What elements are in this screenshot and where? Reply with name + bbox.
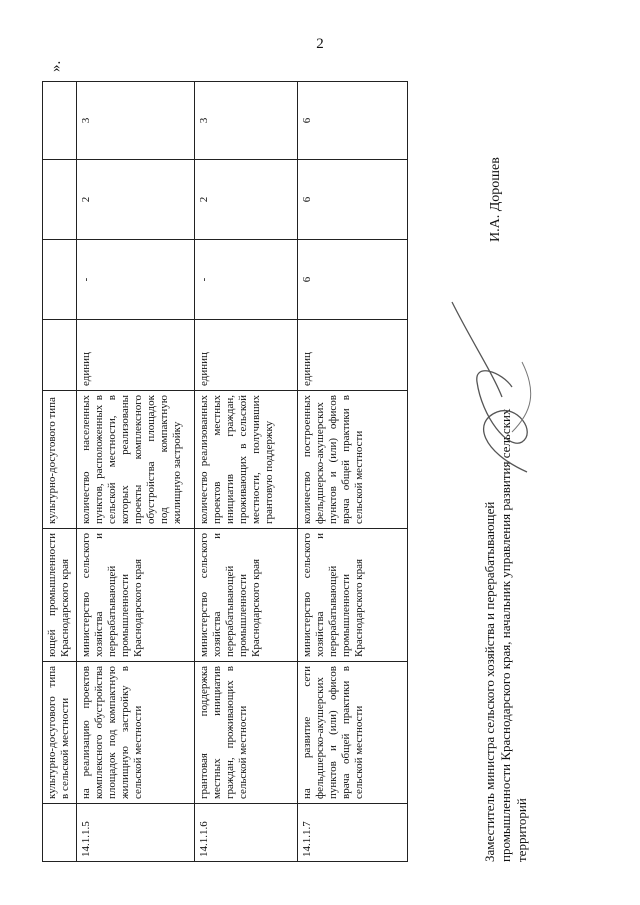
cell-indicator: культурно-досугового типа	[43, 391, 77, 529]
cell-executor: министерство сельского хозяйства и перерабатывающей промышленности Краснодарского края	[77, 529, 195, 662]
cell-value-3: 3	[77, 82, 195, 160]
cell-indicator: количество построенных фельдшерско-акушерских пунктов и (или) офисов врача общей практики в сельской местности	[298, 391, 408, 529]
cell-executor: министерство сельского хозяйства и перерабатывающей промышленности Краснодарского края	[195, 529, 298, 662]
cell-num	[43, 804, 77, 862]
closing-quote: ».	[48, 60, 64, 72]
cell-value-3: 6	[298, 82, 408, 160]
table-row	[195, 82, 298, 862]
cell-value-1: 6	[298, 240, 408, 320]
cell-event: на реализацию проектов комплексного обустройства площадок под компактную жилищную застройку в сельской местности	[77, 662, 195, 804]
cell-value-2: 6	[298, 160, 408, 240]
cell-num: 14.1.1.6	[195, 804, 298, 862]
cell-value-2	[43, 160, 77, 240]
cell-value-3: 3	[195, 82, 298, 160]
cell-unit: единиц	[195, 320, 298, 391]
cell-unit	[43, 320, 77, 391]
cell-num: 14.1.1.5	[77, 804, 195, 862]
page-number: 2	[316, 36, 324, 52]
cell-value-2: 2	[195, 160, 298, 240]
signer-title: Заместитель министра сельского хозяйства и перерабатывающей промышленности Краснодарского края, начальник управления развития сельских территорий	[482, 408, 529, 862]
signature-block	[482, 82, 552, 862]
cell-event: на развитие сети фельдшерско-акушерских пунктов и (или) офисов врача общей практики в сельской местности	[298, 662, 408, 804]
cell-value-1	[43, 240, 77, 320]
cell-value-1: -	[77, 240, 195, 320]
cell-unit: единиц	[298, 320, 408, 391]
handwritten-signature	[442, 292, 562, 492]
table-row	[43, 82, 77, 862]
rotated-content	[42, 60, 562, 862]
cell-indicator: количество населенных пунктов, расположенных в сельской местности, в которых реализованы проекты комплексного обустройства площадок под компактную жилищную застройку	[77, 391, 195, 529]
signer-name: И.А. Дорошев	[488, 157, 503, 242]
cell-executor: министерство сельского хозяйства и перерабатывающей промышленности Краснодарского края	[298, 529, 408, 662]
table-row	[298, 82, 408, 862]
cell-value-1: -	[195, 240, 298, 320]
cell-event: грантовая поддержка местных инициатив граждан, проживающих в сельской местности	[195, 662, 298, 804]
cell-value-3	[43, 82, 77, 160]
cell-indicator: количество реализованных проектов местных инициатив граждан, проживающих в сельской местности, получивших грантовую поддержку	[195, 391, 298, 529]
cell-unit: единиц	[77, 320, 195, 391]
table-row	[77, 82, 195, 862]
cell-num: 14.1.1.7	[298, 804, 408, 862]
cell-value-2: 2	[77, 160, 195, 240]
cell-executor: ющей промышленности Краснодарского края	[43, 529, 77, 662]
cell-event: культурно-досугового типа в сельской местности	[43, 662, 77, 804]
program-table	[42, 81, 408, 862]
